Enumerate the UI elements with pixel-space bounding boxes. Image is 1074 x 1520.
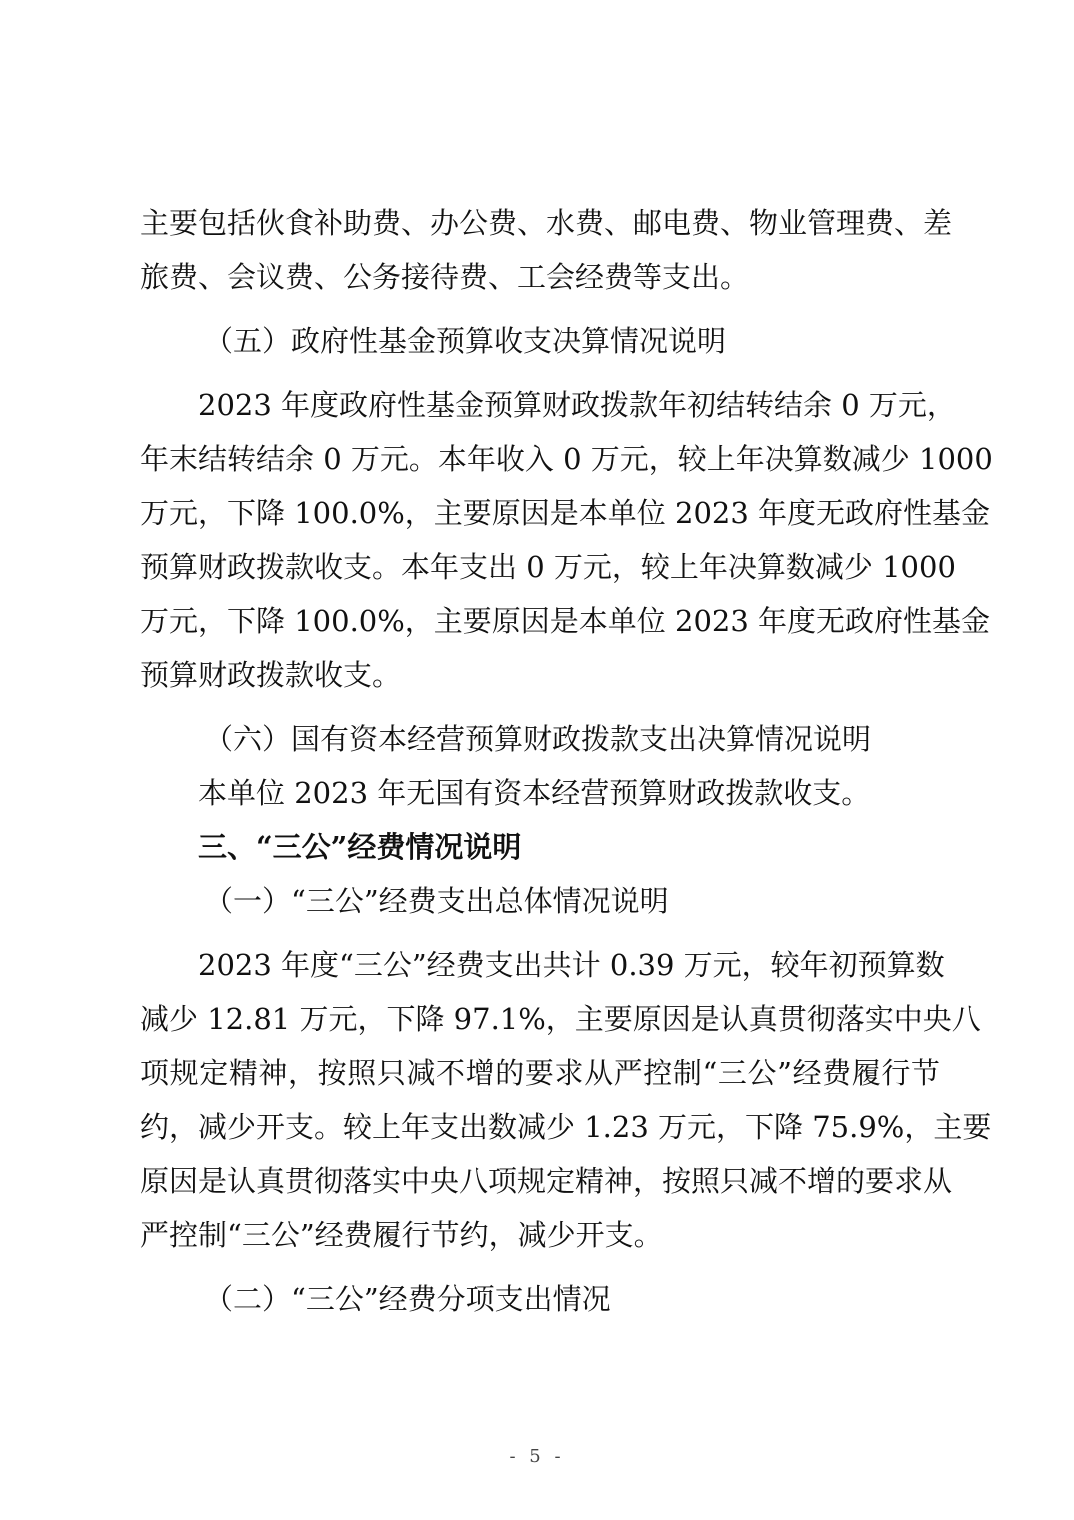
paragraph-line: 预算财政拨款收支。本年支出 0 万元，较上年决算数减少 1000 <box>140 550 956 584</box>
section-heading: （一）“三公”经费支出总体情况说明 <box>204 884 669 918</box>
paragraph-line: 预算财政拨款收支。 <box>140 658 402 692</box>
paragraph-line: 2023 年度政府性基金预算财政拨款年初结转结余 0 万元， <box>198 388 956 422</box>
paragraph-line: 原因是认真贯彻落实中央八项规定精神，按照只减不增的要求从 <box>140 1164 953 1198</box>
paragraph-line: 万元，下降 100.0%，主要原因是本单位 2023 年度无政府性基金 <box>140 604 991 638</box>
section-heading: （二）“三公”经费分项支出情况 <box>204 1282 611 1316</box>
paragraph-line: 2023 年度“三公”经费支出共计 0.39 万元，较年初预算数 <box>198 948 945 982</box>
paragraph-line: 严控制“三公”经费履行节约，减少开支。 <box>140 1218 663 1252</box>
page-number: - 5 - <box>509 1446 565 1467</box>
chapter-heading: 三、“三公”经费情况说明 <box>198 830 522 864</box>
paragraph-line: 本单位 2023 年无国有资本经营预算财政拨款收支。 <box>198 776 871 810</box>
paragraph-line: 旅费、会议费、公务接待费、工会经费等支出。 <box>140 260 750 294</box>
paragraph-line: 项规定精神，按照只减不增的要求从严控制“三公”经费履行节 <box>140 1056 940 1090</box>
paragraph-line: 万元，下降 100.0%，主要原因是本单位 2023 年度无政府性基金 <box>140 496 991 530</box>
paragraph-line: 减少 12.81 万元，下降 97.1%，主要原因是认真贯彻落实中央八 <box>140 1002 981 1036</box>
section-heading: （六）国有资本经营预算财政拨款支出决算情况说明 <box>204 722 872 756</box>
paragraph-line: 年末结转结余 0 万元。本年收入 0 万元，较上年决算数减少 1000 <box>140 442 993 476</box>
paragraph-line: 主要包括伙食补助费、办公费、水费、邮电费、物业管理费、差 <box>140 206 953 240</box>
section-heading: （五）政府性基金预算收支决算情况说明 <box>204 324 727 358</box>
paragraph-line: 约，减少开支。较上年支出数减少 1.23 万元，下降 75.9%，主要 <box>140 1110 992 1144</box>
document-body <box>140 196 993 1326</box>
